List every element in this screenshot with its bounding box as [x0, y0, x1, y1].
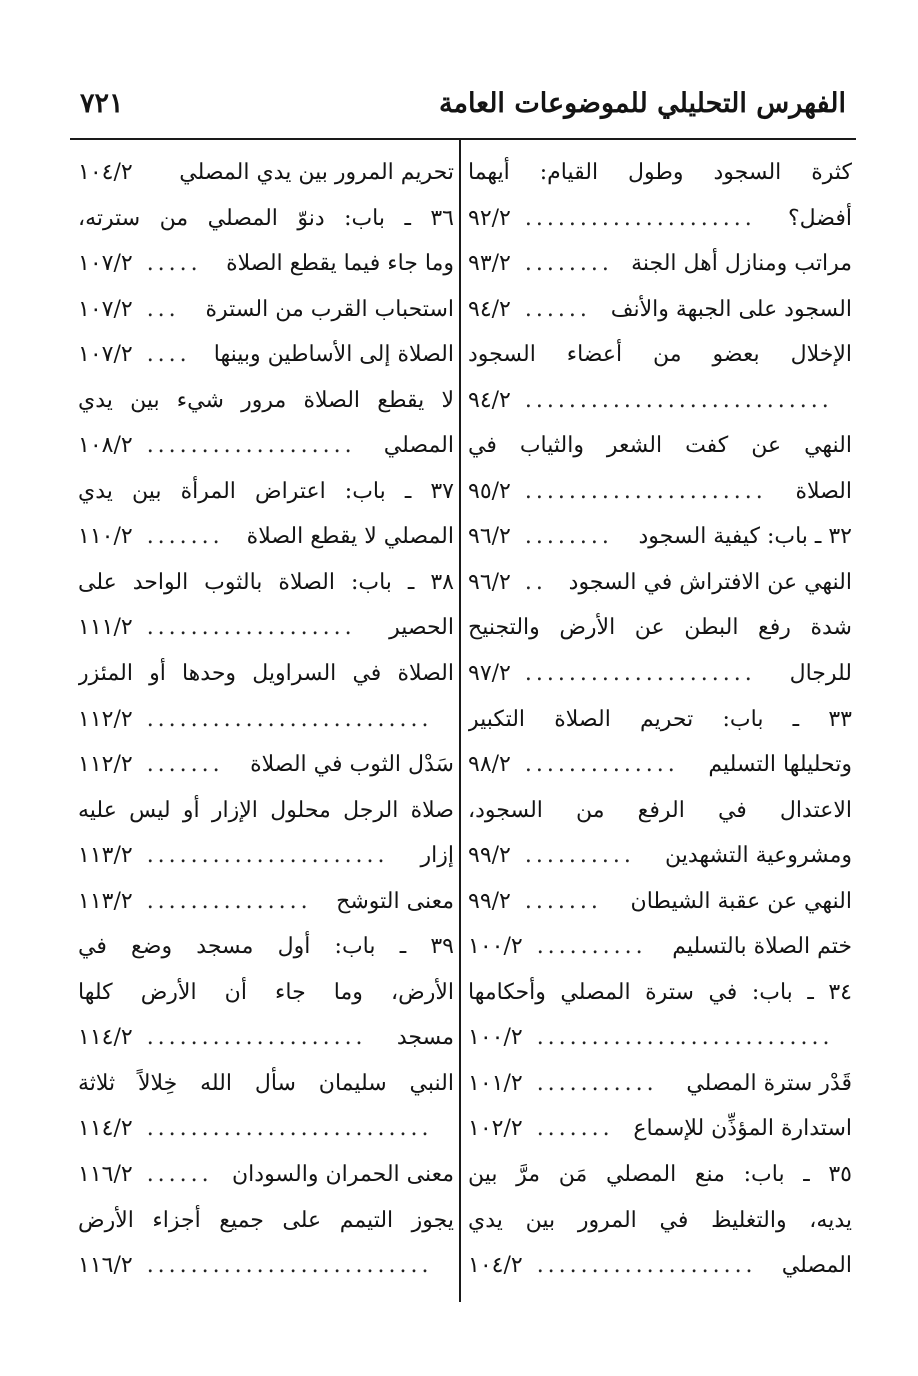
entry-text: لا يقطع الصلاة مرور شيء بين يدي — [78, 387, 454, 413]
page-reference: ١٠٨/٢ — [78, 433, 133, 459]
entry-text: تحريم المرور بين يدي المصلي — [179, 160, 454, 185]
page-reference: ١٠٢/٢ — [468, 1116, 523, 1142]
dot-leader: ................... — [146, 433, 356, 459]
page-reference: ١٠٧/٢ — [78, 251, 133, 277]
index-entry — [468, 1106, 852, 1152]
page-reference: ٩٩/٢ — [468, 843, 511, 869]
entry-text: ختم الصلاة بالتسليم — [672, 934, 852, 960]
index-entry — [468, 697, 852, 743]
dot-leader: ........ — [524, 251, 613, 277]
index-entry — [468, 1152, 852, 1198]
page-reference: ١١٣/٢ — [78, 843, 133, 869]
entry-text: المصلي لا يقطع الصلاة — [246, 524, 454, 550]
dot-leader: ............................ — [524, 387, 833, 413]
entry-text: ومشروعية التشهدين — [665, 843, 852, 869]
dot-leader: ........................... — [536, 1025, 834, 1051]
page-reference: ١٠٤/٢ — [78, 160, 133, 185]
index-entry — [468, 1198, 852, 1244]
page-reference: ٩٥/٢ — [468, 478, 511, 504]
index-entry — [78, 697, 454, 743]
index-entry — [78, 833, 454, 879]
index-entry — [78, 241, 454, 287]
index-entry — [78, 423, 454, 469]
entry-text: الصلاة إلى الأساطين وبينها — [213, 342, 454, 368]
dot-leader: ...................... — [146, 843, 389, 869]
entry-text: معنى التوشح — [336, 888, 454, 914]
page-reference: ١١٦/٢ — [78, 1253, 133, 1279]
index-entry — [468, 605, 852, 651]
page-reference: ١١٢/٢ — [78, 752, 133, 778]
page-reference: ١٠٤/٢ — [468, 1253, 523, 1279]
entry-text: يجوز التيمم على جميع أجزاء الأرض — [78, 1207, 454, 1233]
entry-text: ٣٦ ـ باب: دنوّ المصلي من سترته، — [78, 205, 454, 231]
dot-leader: ...................... — [524, 478, 767, 504]
entry-text: الحصير — [389, 615, 454, 641]
entry-text: مسجد — [396, 1025, 454, 1051]
header-rule — [70, 138, 856, 140]
entry-text: وتحليلها التسليم — [708, 752, 852, 778]
entry-text: ٣٤ ـ باب: في سترة المصلي وأحكامها — [468, 979, 852, 1005]
index-entry — [468, 651, 852, 697]
dot-leader: ....... — [146, 524, 224, 550]
index-entry — [78, 742, 454, 788]
index-entry — [78, 1061, 454, 1107]
index-entry — [468, 514, 852, 560]
index-entry — [78, 1152, 454, 1198]
dot-leader: ................... — [146, 615, 356, 641]
index-entry — [78, 287, 454, 333]
entry-text: مراتب ومنازل أهل الجنة — [631, 251, 852, 277]
index-entry — [78, 651, 454, 697]
dot-leader: .......................... — [146, 1116, 433, 1142]
entry-text: وما جاء فيما يقطع الصلاة — [226, 251, 454, 277]
index-entry — [468, 879, 852, 925]
dot-leader: .......................... — [146, 706, 433, 732]
page-reference: ١٠٧/٢ — [78, 296, 133, 322]
index-entry — [78, 788, 454, 834]
page-reference: ١١٢/٢ — [78, 706, 133, 732]
page-reference: ٩٤/٢ — [468, 387, 511, 413]
dot-leader: ..... — [146, 251, 202, 277]
entry-text: المصلي — [781, 1253, 852, 1279]
index-entry — [468, 1061, 852, 1107]
index-entry — [78, 1243, 454, 1289]
index-entry — [78, 332, 454, 378]
entry-text: أفضل؟ — [787, 205, 852, 231]
entry-text: كثرة السجود وطول القيام: أيهما — [468, 160, 852, 185]
page-reference: ١١٤/٢ — [78, 1025, 133, 1051]
dot-leader: ....... — [146, 752, 224, 778]
page-reference: ٩٨/٢ — [468, 752, 511, 778]
index-entry — [468, 1015, 852, 1061]
dot-leader: .................... — [146, 1025, 367, 1051]
right-column — [468, 150, 852, 1289]
dot-leader: ...... — [146, 1162, 213, 1188]
dot-leader: ............... — [146, 888, 312, 914]
index-entry — [78, 605, 454, 651]
index-entry — [78, 378, 454, 424]
index-entry — [78, 1106, 454, 1152]
index-entry — [78, 469, 454, 515]
entry-text: ٣٧ ـ باب: اعتراض المرأة بين يدي — [78, 478, 454, 504]
index-entry — [468, 241, 852, 287]
index-entry — [468, 1243, 852, 1289]
index-entry — [468, 196, 852, 242]
page-reference: ١١٦/٢ — [78, 1162, 133, 1188]
index-entry — [468, 970, 852, 1016]
page-reference: ١٠٠/٢ — [468, 1025, 523, 1051]
entry-text: النبي سليمان سأل الله خِلالاً ثلاثة — [78, 1070, 454, 1096]
entry-text: النهي عن كفت الشعر والثياب في — [468, 433, 852, 459]
index-entry — [468, 423, 852, 469]
index-entry — [468, 378, 852, 424]
page-reference: ٩٧/٢ — [468, 661, 511, 687]
entry-text: للرجال — [789, 661, 852, 687]
dot-leader: ....... — [524, 888, 602, 914]
entry-text: صلاة الرجل محلول الإزار أو ليس عليه — [78, 797, 454, 823]
index-entry — [78, 924, 454, 970]
index-entry — [468, 287, 852, 333]
index-entry — [78, 196, 454, 242]
index-entry — [468, 469, 852, 515]
page-reference: ١١١/٢ — [78, 615, 133, 641]
page-reference: ١١٠/٢ — [78, 524, 133, 550]
page-reference: ١١٣/٢ — [78, 888, 133, 914]
page-reference: ١٠٠/٢ — [468, 934, 523, 960]
running-title: الفهرس التحليلي للموضوعات العامة — [439, 88, 846, 119]
dot-leader: ..................... — [524, 661, 756, 687]
dot-leader: .............. — [524, 752, 679, 778]
index-entry — [78, 560, 454, 606]
entry-text: النهي عن الافتراش في السجود — [568, 569, 852, 595]
index-entry — [468, 560, 852, 606]
dot-leader: .......... — [536, 934, 647, 960]
dot-leader: ...... — [524, 296, 591, 322]
page-reference: ١٠٧/٢ — [78, 342, 133, 368]
dot-leader: .......................... — [146, 1253, 433, 1279]
index-entry — [468, 150, 852, 196]
left-column — [78, 150, 454, 1289]
index-entry — [468, 833, 852, 879]
entry-text: الصلاة في السراويل وحدها أو المئزر — [78, 661, 454, 687]
entry-text: الاعتدال في الرفع من السجود، — [468, 797, 852, 823]
entry-text: السجود على الجبهة والأنف — [610, 296, 852, 322]
index-entry — [78, 1015, 454, 1061]
index-entry — [78, 1198, 454, 1244]
entry-text: يديه، والتغليظ في المرور بين يدي — [468, 1207, 852, 1233]
entry-text: النهي عن عقبة الشيطان — [630, 888, 852, 914]
entry-text: استدارة المؤذِّن للإسماع — [633, 1116, 852, 1142]
page-reference: ٩٣/٢ — [468, 251, 511, 277]
page-reference: ٩٦/٢ — [468, 569, 511, 595]
page-number: ٧٢١ — [80, 88, 124, 119]
entry-text: ٣٣ ـ باب: تحريم الصلاة التكبير — [468, 706, 852, 732]
page-reference: ١٠١/٢ — [468, 1070, 523, 1096]
page-reference: ٩٦/٢ — [468, 524, 511, 550]
dot-leader: ..................... — [524, 205, 756, 231]
entry-text: الأرض، وما جاء أن الأرض كلها — [78, 979, 454, 1005]
page-reference: ٩٩/٢ — [468, 888, 511, 914]
entry-text: ٣٥ ـ باب: منع المصلي مَن مرَّ بين — [468, 1162, 852, 1188]
entry-text: شدة رفع البطن عن الأرض والتجنيح — [468, 615, 852, 641]
entry-text: الإخلال بعضو من أعضاء السجود — [468, 342, 852, 368]
dot-leader: .................... — [536, 1253, 757, 1279]
page-reference: ٩٢/٢ — [468, 205, 511, 231]
entry-text: ٣٢ ـ باب: كيفية السجود — [638, 524, 852, 550]
entry-text: ٣٨ ـ باب: الصلاة بالثوب الواحد على — [78, 569, 454, 595]
entry-text: إزار — [420, 843, 454, 869]
entry-text: قَدْر سترة المصلي — [686, 1070, 852, 1096]
index-entry — [468, 332, 852, 378]
dot-leader: .......... — [524, 843, 635, 869]
index-entry — [78, 970, 454, 1016]
index-entry — [78, 150, 454, 196]
dot-leader: .. — [524, 569, 547, 595]
page-reference: ٩٤/٢ — [468, 296, 511, 322]
dot-leader: ........... — [536, 1070, 658, 1096]
entry-text: المصلي — [383, 433, 454, 459]
dot-leader: ... — [146, 296, 180, 322]
index-entry — [468, 742, 852, 788]
entry-text: ٣٩ ـ باب: أول مسجد وضع في — [78, 934, 454, 960]
entry-text: استحباب القرب من السترة — [205, 296, 454, 322]
index-entry — [468, 788, 852, 834]
index-entry — [78, 879, 454, 925]
column-divider — [459, 140, 461, 1302]
dot-leader: .... — [146, 342, 191, 368]
entry-text: معنى الحمران والسودان — [232, 1162, 454, 1188]
page-header — [70, 88, 846, 132]
entry-text: سَدْل الثوب في الصلاة — [250, 752, 454, 778]
index-entry — [468, 924, 852, 970]
dot-leader: ........ — [524, 524, 613, 550]
index-entry — [78, 514, 454, 560]
entry-text: الصلاة — [795, 478, 852, 504]
dot-leader: ....... — [536, 1116, 614, 1142]
page-reference: ١١٤/٢ — [78, 1116, 133, 1142]
